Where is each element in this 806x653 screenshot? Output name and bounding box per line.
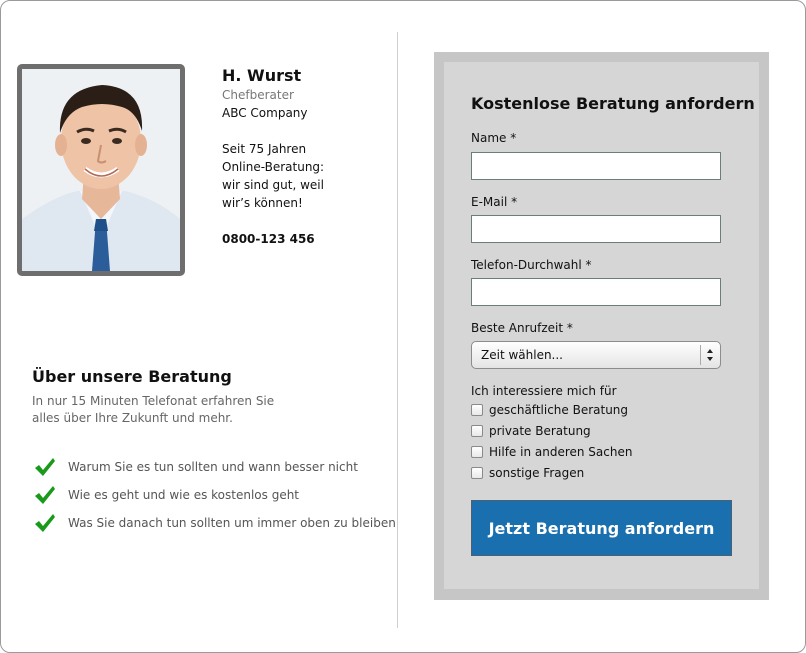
request-consultation-button[interactable]: Jetzt Beratung anfordern	[471, 500, 732, 556]
advisor-name: H. Wurst	[222, 66, 302, 85]
advisor-description-line: wir’s können!	[222, 196, 303, 210]
checkbox-label: sonstige Fragen	[489, 466, 585, 480]
advisor-description-line: Online-Beratung:	[222, 160, 325, 174]
form-title: Kostenlose Beratung anfordern	[471, 94, 755, 113]
list-item-text: Wie es geht und wie es kostenlos geht	[68, 488, 300, 502]
advisor-description	[222, 140, 392, 212]
list-item-text: Warum Sie es tun sollten und wann besser nicht	[68, 460, 358, 474]
interest-option-other-help[interactable]	[471, 445, 632, 459]
checkbox[interactable]	[471, 467, 483, 479]
about-title: Über unsere Beratung	[32, 367, 232, 386]
checkbox-label: Hilfe in anderen Sachen	[489, 445, 633, 459]
checkbox-label: private Beratung	[489, 424, 591, 438]
name-label: Name *	[471, 131, 517, 145]
name-input[interactable]	[471, 152, 721, 180]
list-item	[32, 453, 392, 481]
advisor-company: ABC Company	[222, 106, 308, 120]
select-arrows-icon	[700, 345, 714, 365]
email-input[interactable]	[471, 215, 721, 243]
list-item	[32, 481, 392, 509]
checkbox[interactable]	[471, 425, 483, 437]
advisor-role: Chefberater	[222, 88, 294, 102]
email-label: E-Mail *	[471, 195, 518, 209]
advisor-description-line: Seit 75 Jahren	[222, 142, 307, 156]
about-section	[32, 366, 396, 537]
advisor-phone: 0800-123 456	[222, 232, 315, 246]
list-item	[32, 509, 396, 537]
checkbox-label: geschäftliche Beratung	[489, 403, 629, 417]
phone-label: Telefon-Durchwahl *	[471, 258, 592, 272]
list-item-text: Was Sie danach tun sollten um immer oben zu bleiben	[68, 516, 396, 530]
interest-option-business[interactable]	[471, 403, 628, 417]
advisor-portrait-image	[22, 69, 180, 271]
interest-option-private[interactable]	[471, 424, 591, 438]
advisor-photo	[17, 64, 185, 276]
interest-option-misc[interactable]	[471, 466, 584, 480]
benefit-list	[32, 453, 396, 537]
checkmark-icon	[34, 513, 56, 533]
column-divider	[397, 32, 398, 628]
checkmark-icon	[34, 457, 56, 477]
interests-title: Ich interessiere mich für	[471, 384, 617, 398]
up-down-arrow-icon	[706, 348, 714, 362]
call-time-select[interactable]	[471, 341, 721, 369]
call-time-label: Beste Anrufzeit *	[471, 321, 573, 335]
advisor-profile	[222, 66, 392, 248]
about-intro: In nur 15 Minuten Telefonat erfahren Sie alles über Ihre Zukunft und mehr.	[32, 394, 275, 425]
checkbox[interactable]	[471, 446, 483, 458]
checkmark-icon	[34, 485, 56, 505]
phone-input[interactable]	[471, 278, 721, 306]
checkbox[interactable]	[471, 404, 483, 416]
advisor-description-line: wir sind gut, weil	[222, 178, 324, 192]
call-time-selected: Zeit wählen...	[481, 348, 563, 362]
